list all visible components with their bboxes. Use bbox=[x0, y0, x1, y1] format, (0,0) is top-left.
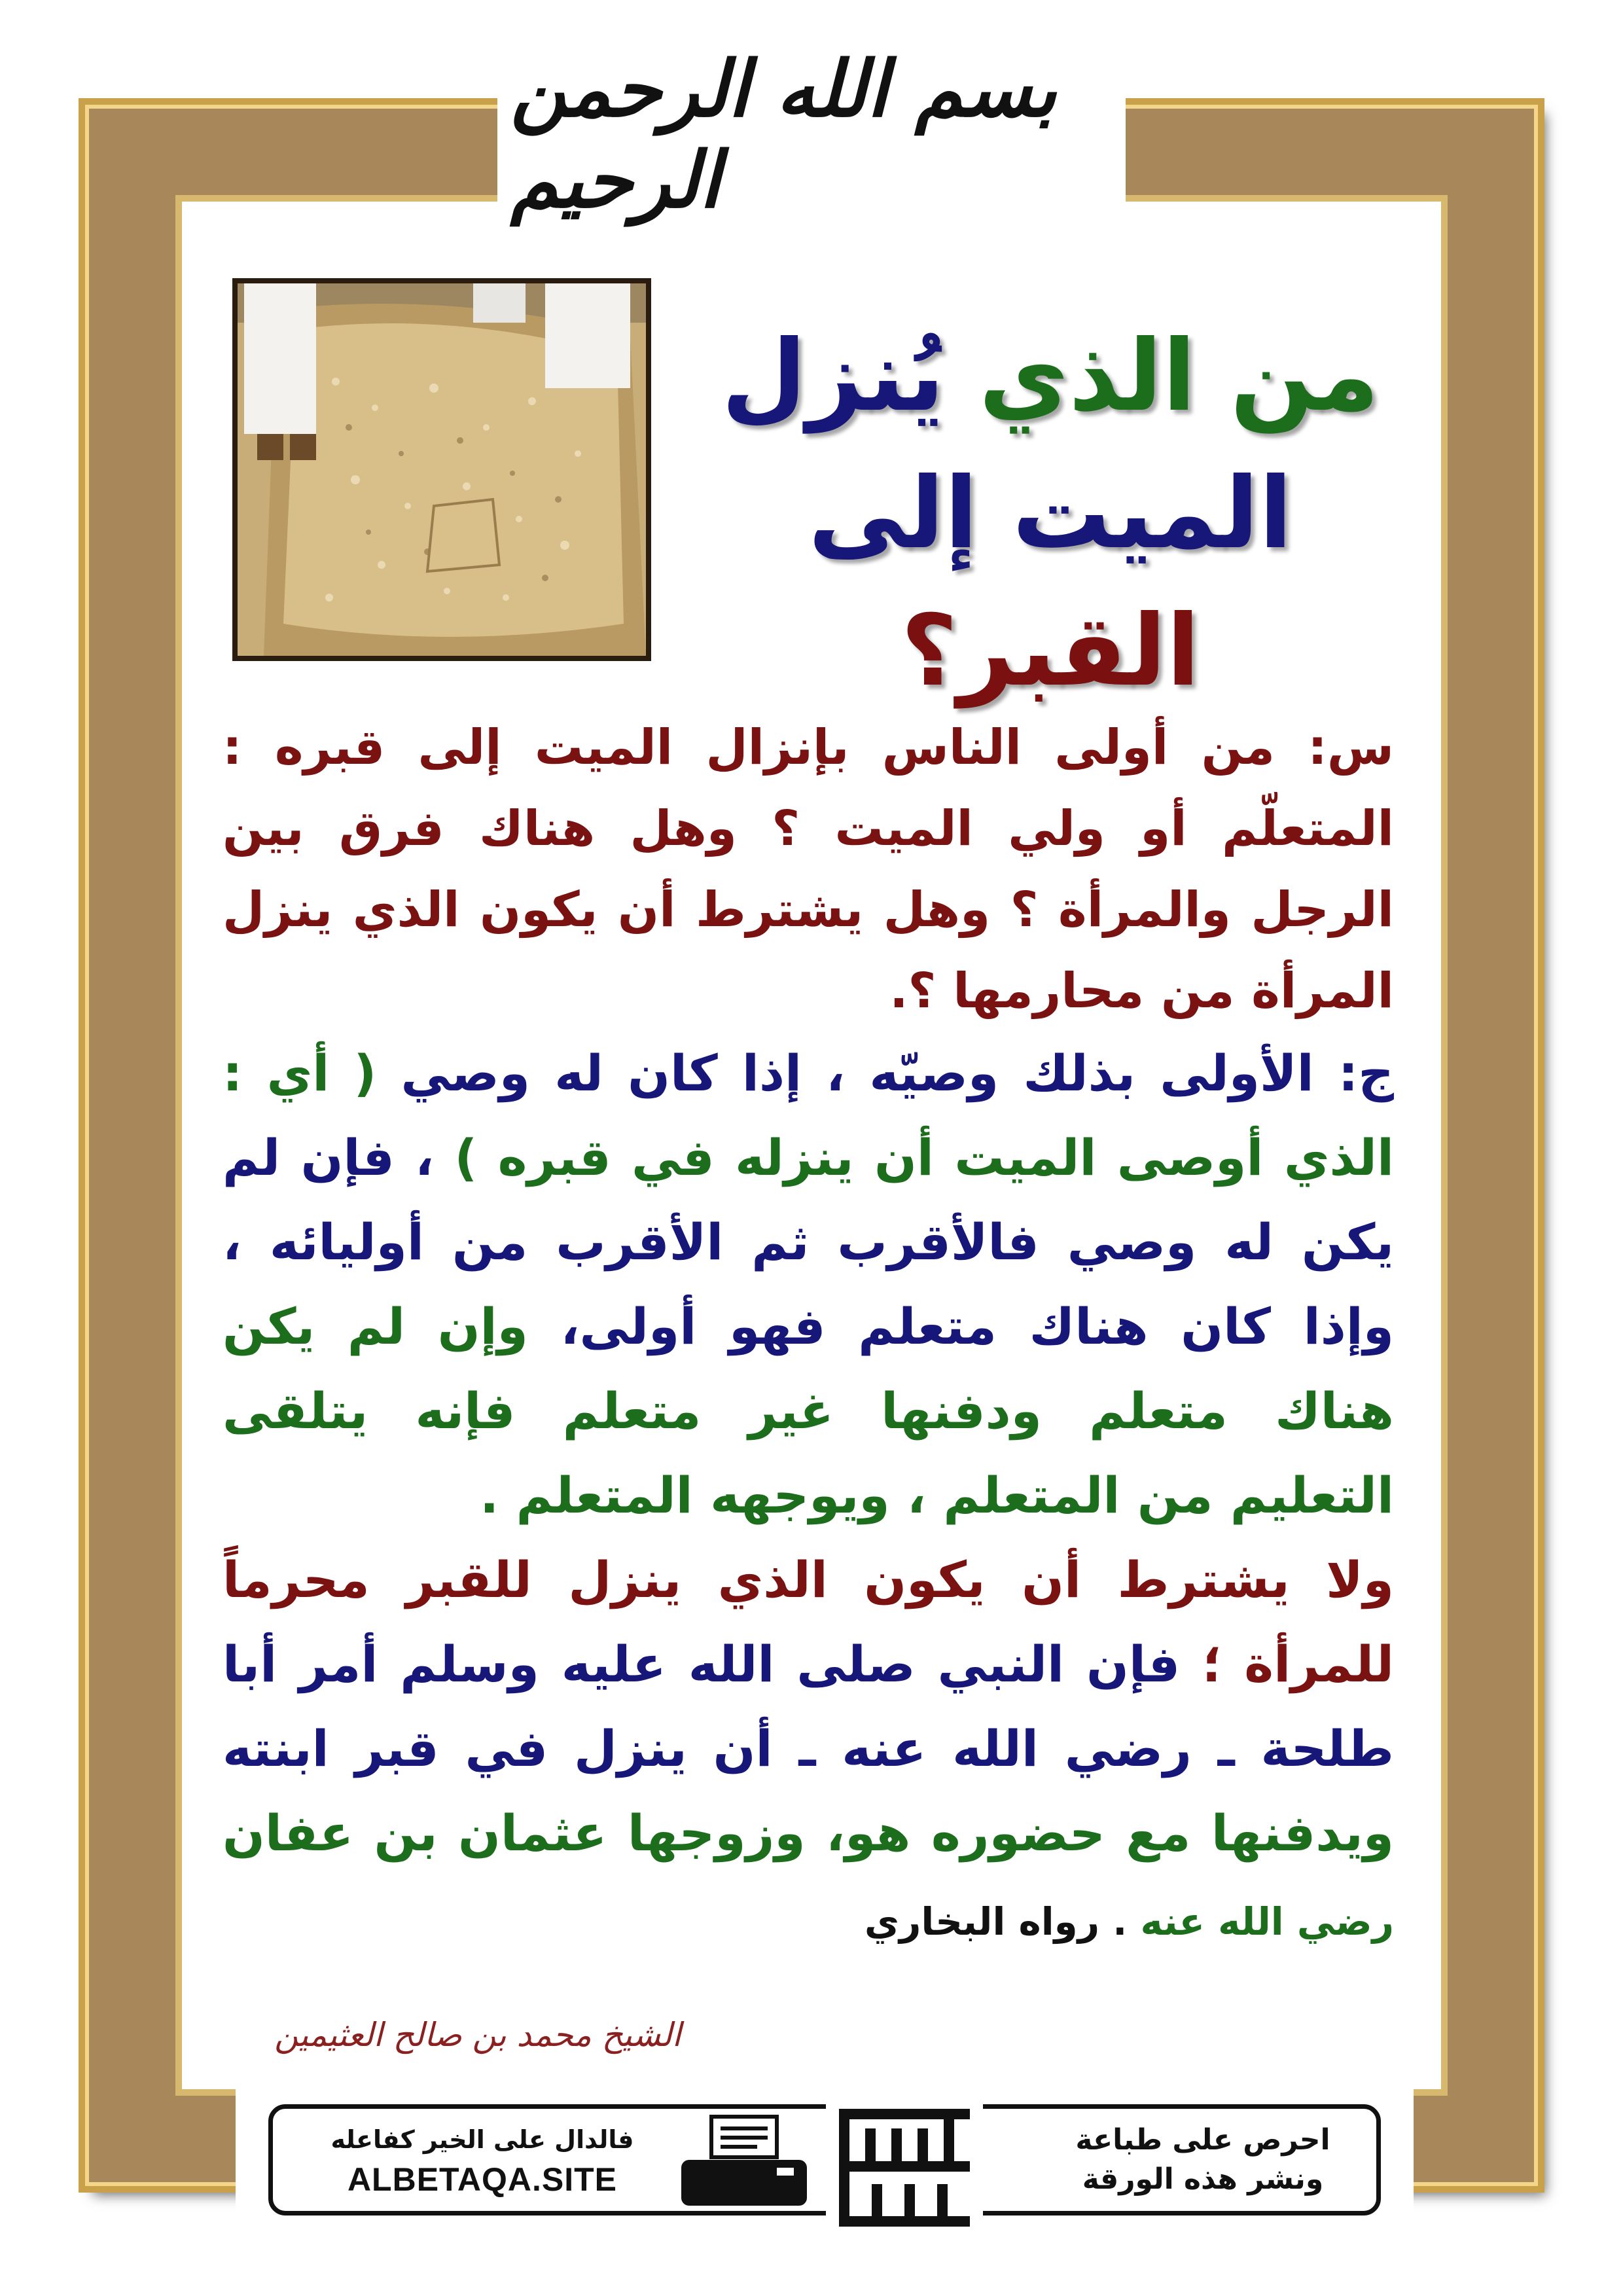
title-word: من bbox=[1196, 319, 1380, 433]
answer-segment: ويدفنها مع حضوره هو، وزوجها عثمان بن عفان bbox=[223, 1804, 1394, 1862]
answer-segment: ولا يشترط أن يكون الذي ينزل للقبر محرماً للمرأة ؛ bbox=[223, 1551, 1394, 1693]
basmala-calligraphy: بسم الله الرحمن الرحيم bbox=[510, 43, 1057, 225]
grave-photo bbox=[232, 278, 651, 661]
footer-website[interactable]: ALBETAQA.SITE bbox=[347, 2161, 618, 2198]
footer-right-line1: احرص على طباعة bbox=[1075, 2123, 1330, 2157]
question-label: س: bbox=[1308, 719, 1394, 776]
question-text: من أولى الناس بإنزال الميت إلى قبره : المتعلّم أو ولي الميت ؟ وهل هناك فرق بين الرجل والمرأة ؟ وهل يشترط أن يكون الذي ينزل المرأة من محارمها ؟. bbox=[223, 719, 1394, 1019]
footer-right-line2: ونشر هذه الورقة bbox=[1082, 2162, 1324, 2196]
footer-left-line1: فالدال على الخير كفاعله bbox=[330, 2125, 634, 2154]
answer-segment: الأولى بذلك وصيّه ، إذا كان له وصي bbox=[376, 1044, 1338, 1102]
printer-icon bbox=[679, 2113, 810, 2211]
author-signature: الشيخ محمد بن صالح العثيمين bbox=[274, 2016, 681, 2054]
title-word: الذي bbox=[944, 319, 1196, 433]
title-line-2 bbox=[668, 445, 1433, 720]
question-paragraph bbox=[223, 707, 1394, 1031]
answer-honorific: رضي الله عنه bbox=[1127, 1899, 1394, 1944]
answer-paragraph bbox=[223, 1031, 1394, 1964]
footer-print-call bbox=[1049, 2121, 1357, 2206]
dawah-logo-graphic bbox=[826, 2096, 983, 2233]
title-line-1 bbox=[668, 308, 1433, 445]
printer-icon-graphic bbox=[679, 2113, 810, 2211]
logo-text: دعوة الورقة bbox=[901, 2229, 908, 2231]
title-question-mark: ؟ bbox=[901, 594, 958, 708]
footer-box bbox=[268, 2104, 1381, 2231]
grave-photo-image bbox=[238, 283, 646, 656]
answer-segment: ، فإن لم يكن له وصي فالأقرب ثم الأقرب من أوليائه ، وإذا كان هناك متعلم فهو أولى، bbox=[223, 1128, 1394, 1355]
dawah-logo-icon bbox=[826, 2096, 983, 2233]
footer-site-block bbox=[299, 2121, 666, 2206]
answer-segment: ( أي : الذي أوصى الميت أن ينزله في قبره ) bbox=[223, 1044, 1394, 1187]
page-title bbox=[668, 308, 1433, 708]
title-word: الميت bbox=[978, 457, 1293, 571]
title-word: القبر bbox=[957, 594, 1200, 708]
hadith-source: . رواه البخاري bbox=[864, 1899, 1128, 1944]
title-word: إلى bbox=[808, 457, 978, 571]
answer-label: ج: bbox=[1338, 1044, 1395, 1102]
answer-segment: وإن لم يكن هناك متعلم ودفنها غير متعلم فإنه يتلقى التعليم من المتعلم ، ويوجهه المتعلم . bbox=[223, 1297, 1394, 1524]
title-word: يُنزل bbox=[721, 319, 945, 433]
answer-segment: فإن النبي صلى الله عليه وسلم أمر أبا طلحة ـ رضي الله عنه ـ أن ينزل في قبر ابنته bbox=[223, 1635, 1394, 1778]
